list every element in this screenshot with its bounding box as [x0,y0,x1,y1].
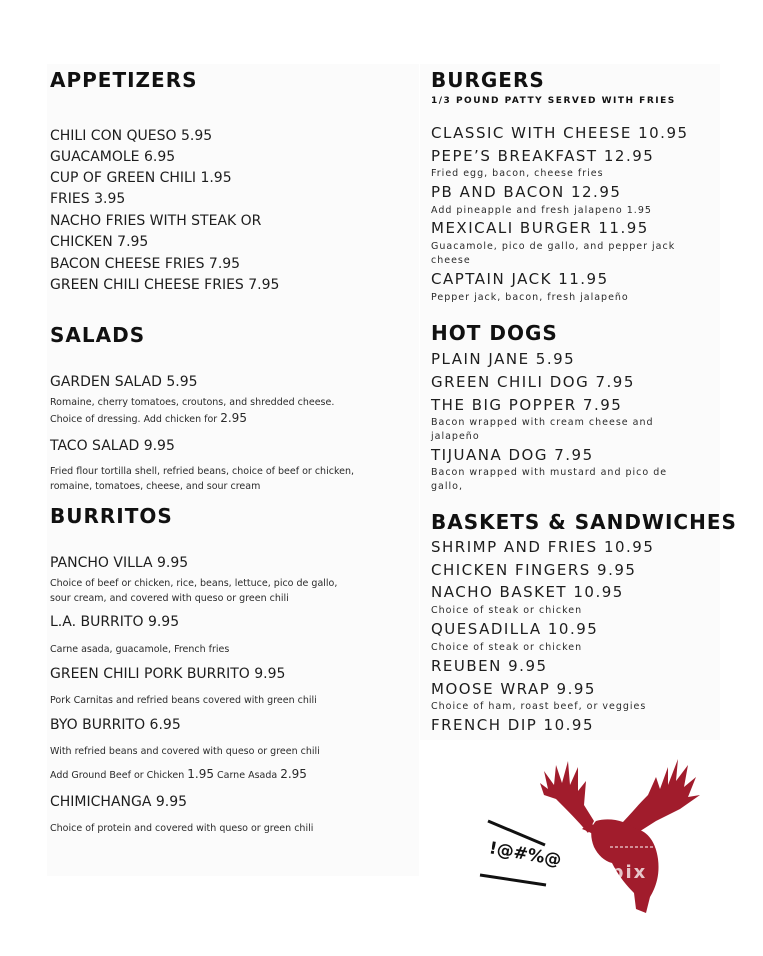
item-description: Bacon wrapped with mustard and pico de [431,467,668,478]
item-description: Choice of steak or chicken [431,605,583,616]
menu-item: CUP OF GREEN CHILI 1.95 [50,170,232,186]
menu-item-green-chili-pork-burrito: GREEN CHILI PORK BURRITO 9.95 [50,666,286,682]
menu-item: THE BIG POPPER 7.95 [431,396,623,414]
item-description: Choice of ham, roast beef, or veggies [431,701,647,712]
item-description: Choice of dressing. Add chicken for 2.95 [50,411,247,425]
menu-item-pancho-villa: PANCHO VILLA 9.95 [50,555,189,571]
menu-item: TIJUANA DOG 7.95 [431,446,594,464]
item-description: Fried egg, bacon, cheese fries [431,168,604,179]
item-description: Choice of beef or chicken, rice, beans, lettuce, pico de gallo, [50,578,338,589]
item-description: Pepper jack, bacon, fresh jalapeño [431,292,629,303]
menu-item: PLAIN JANE 5.95 [431,350,576,368]
item-description: sour cream, and covered with queso or green chili [50,593,289,604]
item-description: Bacon wrapped with cream cheese and [431,417,654,428]
menu-item-taco-salad: TACO SALAD 9.95 [50,438,175,454]
item-description: gallo, [431,481,463,492]
menu-item: NACHO BASKET 10.95 [431,583,624,601]
menu-item: GREEN CHILI CHEESE FRIES 7.95 [50,277,280,293]
burritos-heading: BURRITOS [50,504,173,528]
salads-heading: SALADS [50,323,146,347]
menu-item: CAPTAIN JACK 11.95 [431,270,609,288]
menu-item-garden-salad: GARDEN SALAD 5.95 [50,374,198,390]
menu-item: CHICKEN FINGERS 9.95 [431,561,637,579]
item-description: Carne asada, guacamole, French fries [50,644,230,655]
burgers-heading: BURGERS [431,68,545,92]
hot-dogs-heading: HOT DOGS [431,321,558,345]
menu-item: CLASSIC WITH CHEESE 10.95 [431,124,689,142]
item-description: Choice of steak or chicken [431,642,583,653]
menu-item: GUACAMOLE 6.95 [50,149,176,165]
menu-item: PB AND BACON 12.95 [431,183,622,201]
menu-item: CHILI CON QUESO 5.95 [50,128,213,144]
item-description: Fried flour tortilla shell, refried beans, choice of beef or chicken, [50,466,354,477]
burgers-subtitle: 1/3 POUND PATTY SERVED WITH FRIES [431,96,676,106]
menu-item: BACON CHEESE FRIES 7.95 [50,256,241,272]
item-description: Add Ground Beef or Chicken 1.95 Carne Asada 2.95 [50,767,307,781]
item-description: cheese [431,255,471,266]
menu-item-byo-burrito: BYO BURRITO 6.95 [50,717,181,733]
menu-item-la-burrito: L.A. BURRITO 9.95 [50,614,180,630]
menu-item-chimichanga: CHIMICHANGA 9.95 [50,794,188,810]
speech-line-bottom [480,875,546,885]
curse-symbols: !@#%@ [487,838,563,871]
menu-item: MOOSE WRAP 9.95 [431,680,596,698]
menu-item: FRIES 3.95 [50,191,126,207]
item-description: romaine, tomatoes, cheese, and sour cream [50,481,261,492]
menu-item: CHICKEN 7.95 [50,234,149,250]
menu-item: MEXICALI BURGER 11.95 [431,219,649,237]
menu-item: QUESADILLA 10.95 [431,620,599,638]
moose-logo [470,725,715,915]
item-description: Add pineapple and fresh jalapeno 1.95 [431,205,652,216]
appetizers-heading: APPETIZERS [50,68,198,92]
item-description: Guacamole, pico de gallo, and pepper jack [431,241,676,252]
item-description: jalapeño [431,431,480,442]
item-description: Pork Carnitas and refried beans covered with green chili [50,695,317,706]
item-description: Romaine, cherry tomatoes, croutons, and shredded cheese. [50,397,335,408]
item-description: With refried beans and covered with queso or green chili [50,746,320,757]
item-description: Choice of protein and covered with queso or green chili [50,823,314,834]
watermark: menupix [546,862,648,883]
menu-item: REUBEN 9.95 [431,657,548,675]
menu-item: PEPE’S BREAKFAST 12.95 [431,147,655,165]
menu-item: SHRIMP AND FRIES 10.95 [431,538,655,556]
menu-item: NACHO FRIES WITH STEAK OR [50,213,262,229]
menu-item: GREEN CHILI DOG 7.95 [431,373,635,391]
menu-item: FRENCH DIP 10.95 [431,716,594,734]
baskets-heading: BASKETS & SANDWICHES [431,510,737,534]
moose-head-icon [540,759,700,913]
